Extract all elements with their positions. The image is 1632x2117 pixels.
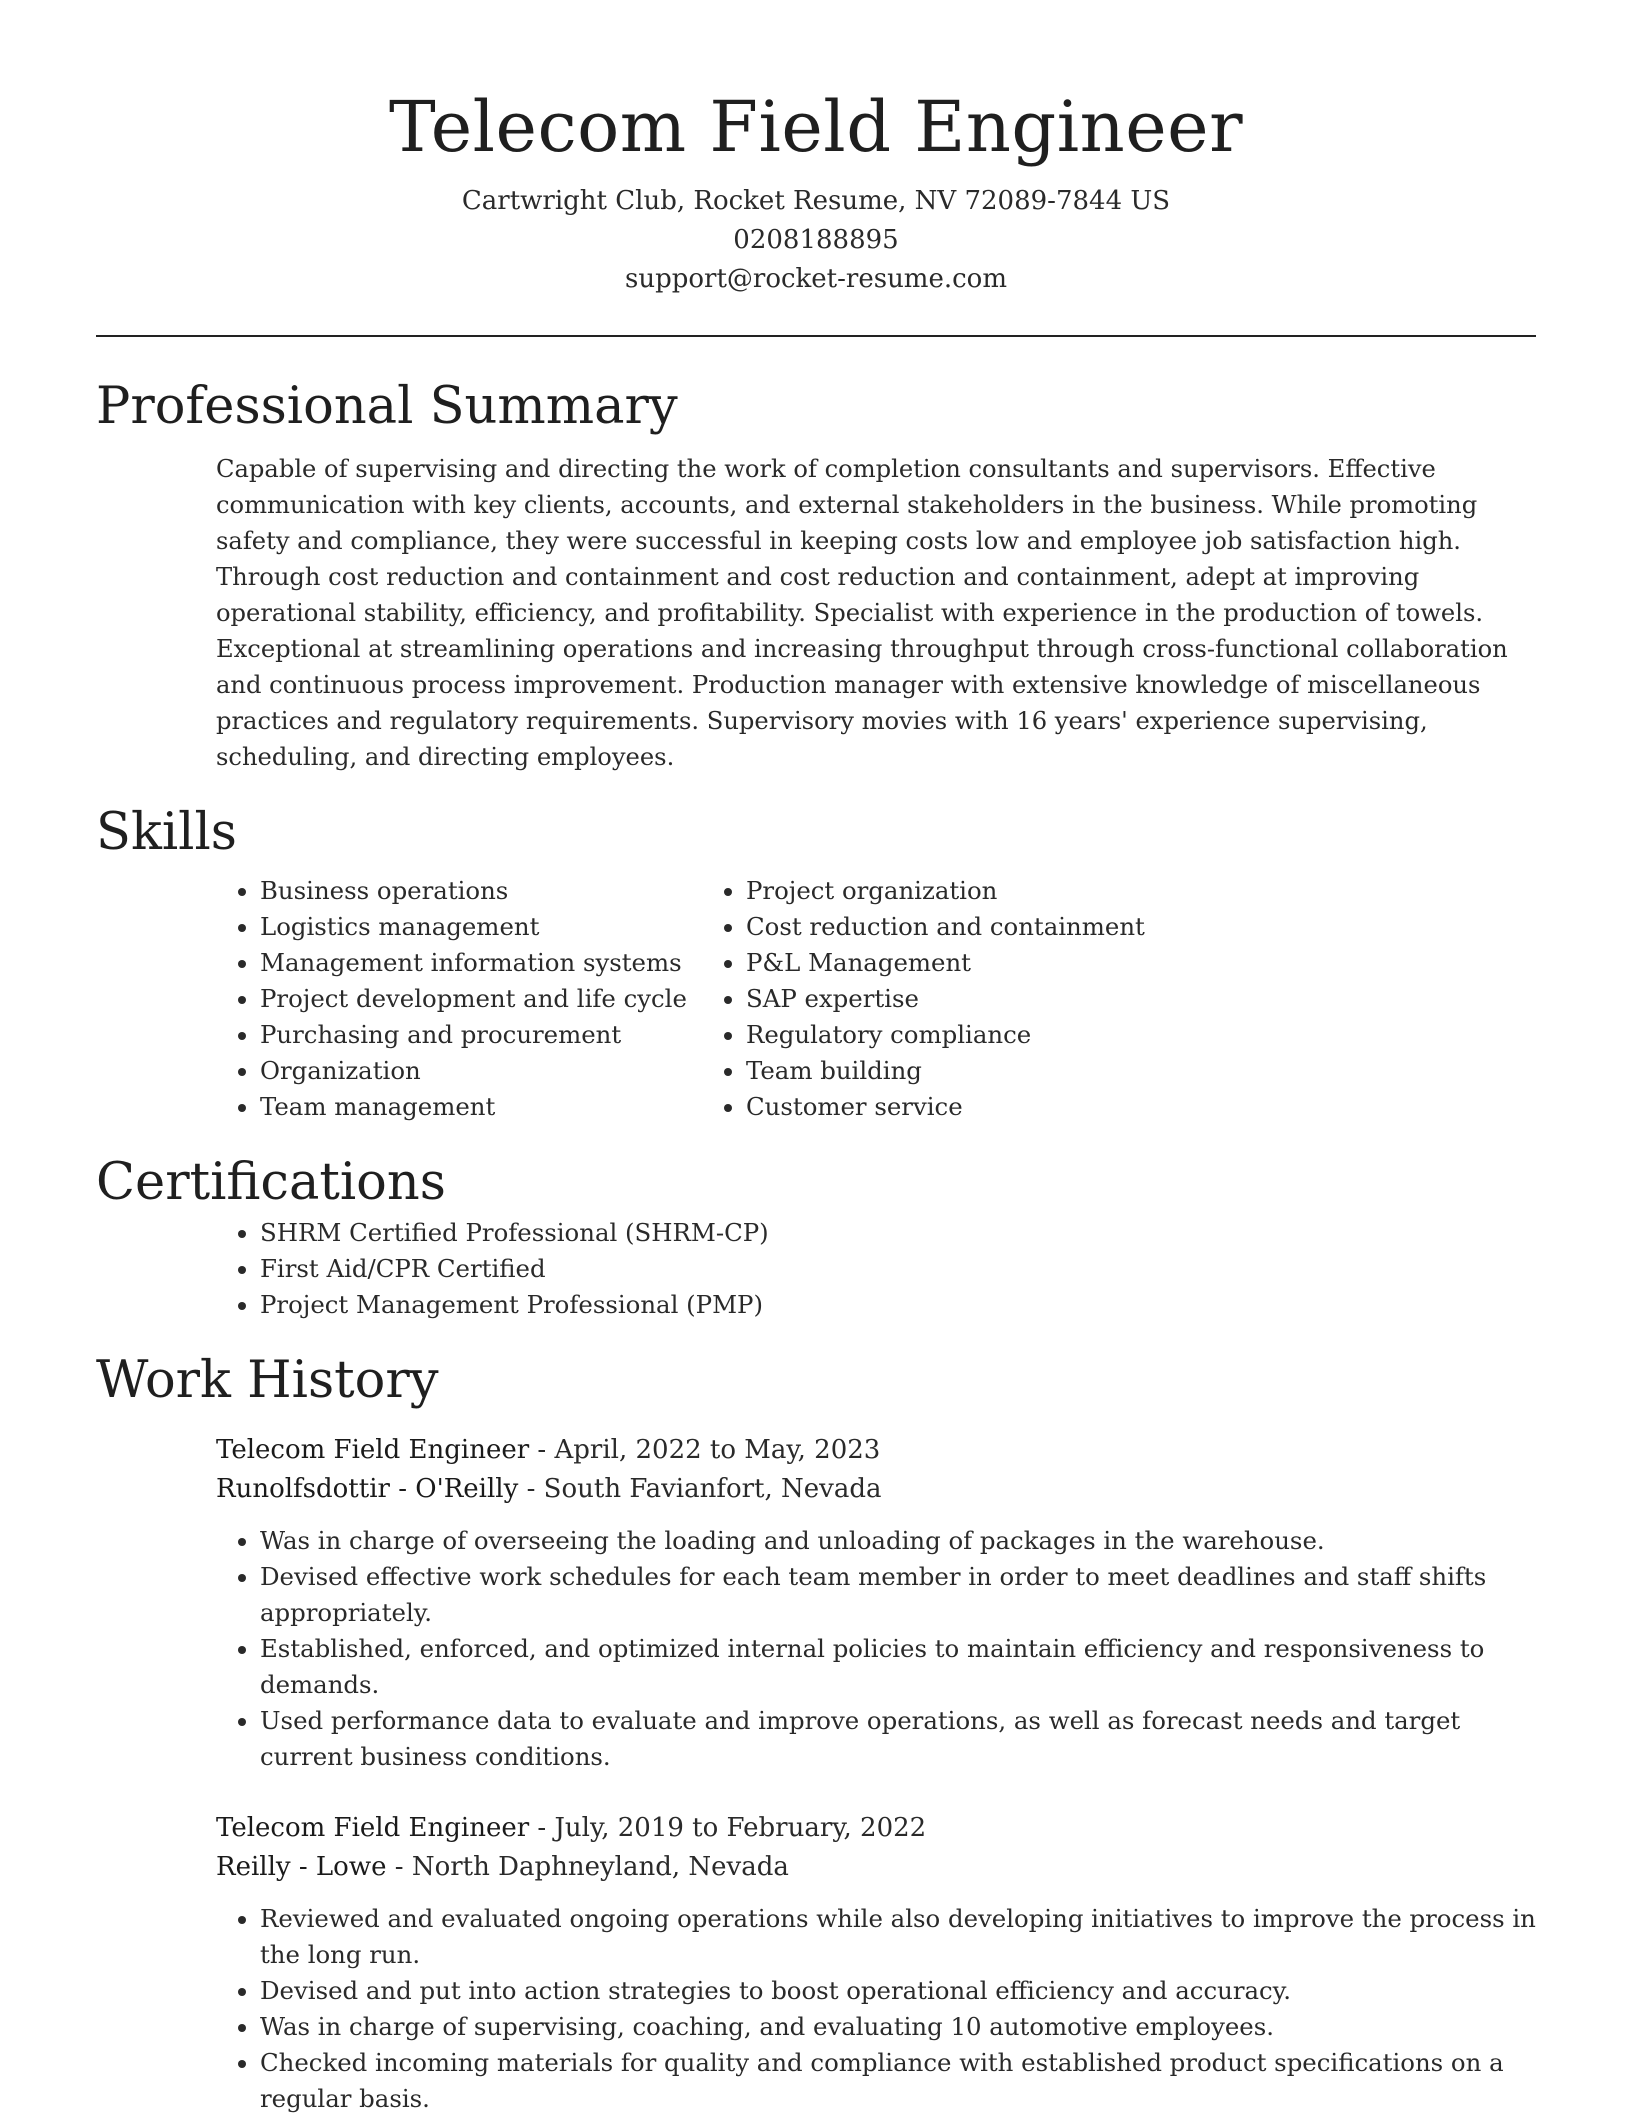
- candidate-name: Telecom Field Engineer: [388, 86, 1244, 168]
- certifications-heading: Certifications: [96, 1153, 446, 1212]
- skill-item: • Logistics management: [260, 909, 746, 945]
- contact-address: Cartwright Club, Rocket Resume, NV 72089-7844 US: [461, 186, 1171, 216]
- job-location: South Favianfort, Nevada: [543, 1474, 882, 1504]
- skill-item: • Team building: [746, 1053, 1145, 1089]
- skill-item: • Organization: [260, 1053, 746, 1089]
- job-duty: • Devised and put into action strategies to boost operational efficiency and accuracy.: [260, 1973, 1536, 2009]
- job-company: Reilly - Lowe: [216, 1852, 387, 1882]
- skill-item: • Team management: [260, 1089, 746, 1125]
- job-duty: • Reviewed and evaluated ongoing operations while also developing initiatives to improve the process in the long run.: [260, 1901, 1536, 1973]
- skills-list-right: [582, 873, 1145, 1125]
- resume-header: [96, 0, 1536, 299]
- job-separator: -: [537, 1435, 555, 1465]
- contact-block: [96, 182, 1536, 299]
- skill-item: • Customer service: [746, 1089, 1145, 1125]
- skill-item: • Project organization: [746, 873, 1145, 909]
- job-dates: July, 2019 to February, 2022: [554, 1813, 927, 1843]
- skill-item: • SAP expertise: [746, 981, 1145, 1017]
- job-entry: [216, 1431, 1536, 1775]
- job-separator: -: [394, 1852, 412, 1882]
- job-title-line: [216, 1809, 1536, 1848]
- job-entry: [216, 1809, 1536, 2117]
- job-duties-list: [216, 1523, 1536, 1775]
- skill-item: • Regulatory compliance: [746, 1017, 1145, 1053]
- skills-column-right: [582, 873, 1145, 1125]
- skill-item: • Purchasing and procurement: [260, 1017, 746, 1053]
- job-separator: -: [537, 1813, 555, 1843]
- skills-columns: [96, 873, 1536, 1125]
- job-company-line: [216, 1848, 1536, 1887]
- contact-phone: 0208188895: [733, 225, 899, 255]
- certifications-list: [96, 1215, 1536, 1323]
- skill-item: • Project development and life cycle: [260, 981, 746, 1017]
- skill-item: • Business operations: [260, 873, 746, 909]
- job-duties-list: [216, 1901, 1536, 2117]
- job-dates: April, 2022 to May, 2023: [554, 1435, 881, 1465]
- job-duty: • Devised effective work schedules for each team member in order to meet deadlines and staff shifts appropriately.: [260, 1559, 1536, 1631]
- summary-heading: Professional Summary: [96, 377, 678, 436]
- job-company-line: [216, 1470, 1536, 1509]
- job-location: North Daphneyland, Nevada: [411, 1852, 789, 1882]
- job-duty: • Was in charge of supervising, coaching, and evaluating 10 automotive employees.: [260, 2009, 1536, 2045]
- header-divider: [96, 335, 1536, 337]
- skill-item: • Management information systems: [260, 945, 746, 981]
- job-separator: -: [526, 1474, 544, 1504]
- certification-item: • SHRM Certified Professional (SHRM-CP): [260, 1215, 1536, 1251]
- skill-item: • Cost reduction and containment: [746, 909, 1145, 945]
- job-title-line: [216, 1431, 1536, 1470]
- contact-email: support@rocket-resume.com: [624, 264, 1007, 294]
- skill-item: • P&L Management: [746, 945, 1145, 981]
- work-history-heading: Work History: [96, 1351, 439, 1410]
- certification-item: • First Aid/CPR Certified: [260, 1251, 1536, 1287]
- resume-page: [96, 0, 1536, 2117]
- summary-text: Capable of supervising and directing the work of completion consultants and supervisors. Effective communication with key clients, accounts, and external stakeholders in the business. While promoting safety and compliance, they were successful in keeping costs low and employee job satisfaction high. Through cost reduction and containment and cost reduction and containment, adept at improving operational stability, efficiency, and profitability. Specialist with experience in the production of towels. Exceptional at streamlining operations and increasing throughput through cross-functional collaboration and continuous process improvement. Production manager with extensive knowledge of miscellaneous practices and regulatory requirements. Supervisory movies with 16 years' experience supervising, scheduling, and directing employees.: [216, 455, 1508, 771]
- job-duty: • Established, enforced, and optimized internal policies to maintain efficiency and responsiveness to demands.: [260, 1631, 1536, 1703]
- skills-heading: Skills: [96, 803, 237, 862]
- job-role: Telecom Field Engineer: [216, 1435, 530, 1465]
- job-duty: • Used performance data to evaluate and improve operations, as well as forecast needs and target current business conditions.: [260, 1703, 1536, 1775]
- job-duty: • Was in charge of overseeing the loading and unloading of packages in the warehouse.: [260, 1523, 1536, 1559]
- job-company: Runolfsdottir - O'Reilly: [216, 1474, 519, 1504]
- certification-item: • Project Management Professional (PMP): [260, 1287, 1536, 1323]
- job-duty: • Checked incoming materials for quality and compliance with established product specifications on a regular basis.: [260, 2045, 1536, 2117]
- job-role: Telecom Field Engineer: [216, 1813, 530, 1843]
